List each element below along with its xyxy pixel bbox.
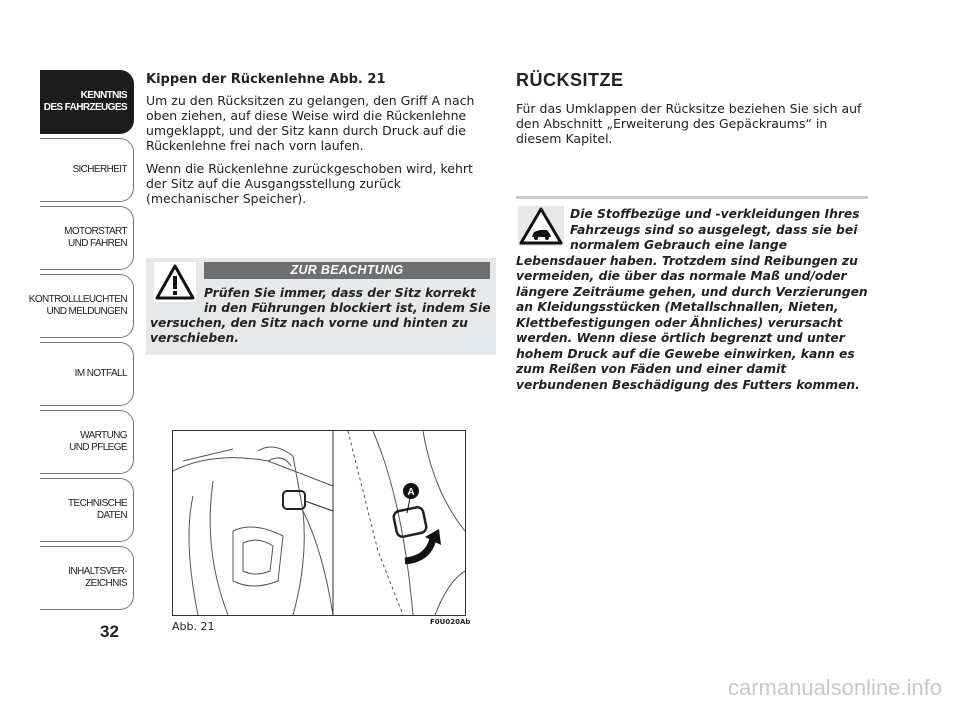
tab-label: KONTROLLLEUCHTEN UND MELDUNGEN (28, 294, 127, 317)
tab-motorstart[interactable] (40, 206, 134, 270)
intro-paragraph: Für das Umklappen der Rücksitze beziehen Sie sich auf den Abschnitt „Erweiterung des Gepäckraums“ in diesem Kapitel. (516, 101, 862, 146)
seat-drawing (173, 431, 465, 615)
warning-text (150, 286, 492, 346)
warning-text-lead: Prüfen Sie immer, dass der Sitz korrekt in den Führungen blockiert ist, indem Sie (204, 286, 491, 315)
tab-label: IM NOTFALL (74, 368, 127, 379)
right-column (516, 70, 872, 146)
page-title: RÜCKSITZE (516, 70, 624, 90)
tab-sicherheit[interactable] (40, 138, 134, 202)
tab-kontrollleuchten[interactable] (28, 274, 134, 338)
page-number: 32 (100, 622, 119, 641)
warning-box (146, 258, 496, 355)
divider (516, 196, 868, 199)
tab-notfall[interactable] (40, 342, 134, 406)
tab-label: INHALTSVER- ZEICHNIS (68, 566, 127, 589)
tab-technische-daten[interactable] (40, 478, 134, 542)
paragraph: Wenn die Rückenlehne zurückgeschoben wird, kehrt der Sitz auf die Ausgangsstellung zurück (mechanischer Speicher). (146, 161, 473, 206)
tab-label: SICHERHEIT (72, 164, 127, 175)
callout-a-label: A (407, 487, 415, 498)
figure-code: F0U020Ab (430, 618, 471, 626)
left-column (146, 72, 496, 214)
tab-label: WARTUNG UND PFLEGE (69, 430, 127, 453)
watermark: carmanualsonline.info (727, 675, 942, 700)
tab-label: TECHNISCHE DATEN (67, 498, 127, 521)
care-note (516, 207, 872, 393)
chapter-tabs (28, 70, 134, 614)
figure-caption: Abb. 21 (172, 620, 215, 633)
tab-label: KENNTNIS DES FAHRZEUGES (43, 90, 127, 113)
warning-text-rest: versuchen, den Sitz nach vorne und hinten zu verschieben. (150, 316, 468, 345)
warning-title: ZUR BEACHTUNG (204, 262, 490, 279)
paragraph: Um zu den Rücksitzen zu gelangen, den Griff A nach oben ziehen, auf diese Weise wird die Rückenlehne umgeklappt, und der Sitz kann durch Druck auf die Rückenlehne frei nach vorn laufen. (146, 93, 475, 153)
tab-wartung[interactable] (40, 410, 134, 474)
care-note-rest: Lebensdauer haben. Trotzdem sind Reibungen zu vermeiden, die über das normale Maß und/oder längere Zeiträume gehen, und durch Verzierungen an Kleidungsstücken (Metallschnallen, Nieten, Klettbefestigungen oder Ähnliches) verursacht werden. Wenn diese örtlich begrenzt und unter hohem Druck auf die Gewebe einwirken, kann es zum Reißen von Fäden und einer damit verbundenen Beschädigung des Futters kommen. (516, 253, 868, 392)
tab-label: MOTORSTART UND FAHREN (64, 226, 127, 249)
section-heading: Kippen der Rückenlehne Abb. 21 (146, 72, 386, 87)
tab-inhaltsverzeichnis[interactable] (40, 546, 134, 610)
care-note-lead: Die Stoffbezüge und -verkleidungen Ihres Fahrzeugs sind so ausgelegt, dass sie bei normalem Gebrauch eine lange (570, 207, 860, 252)
seat-illustration (172, 430, 466, 616)
tab-kenntnis[interactable] (40, 70, 134, 134)
